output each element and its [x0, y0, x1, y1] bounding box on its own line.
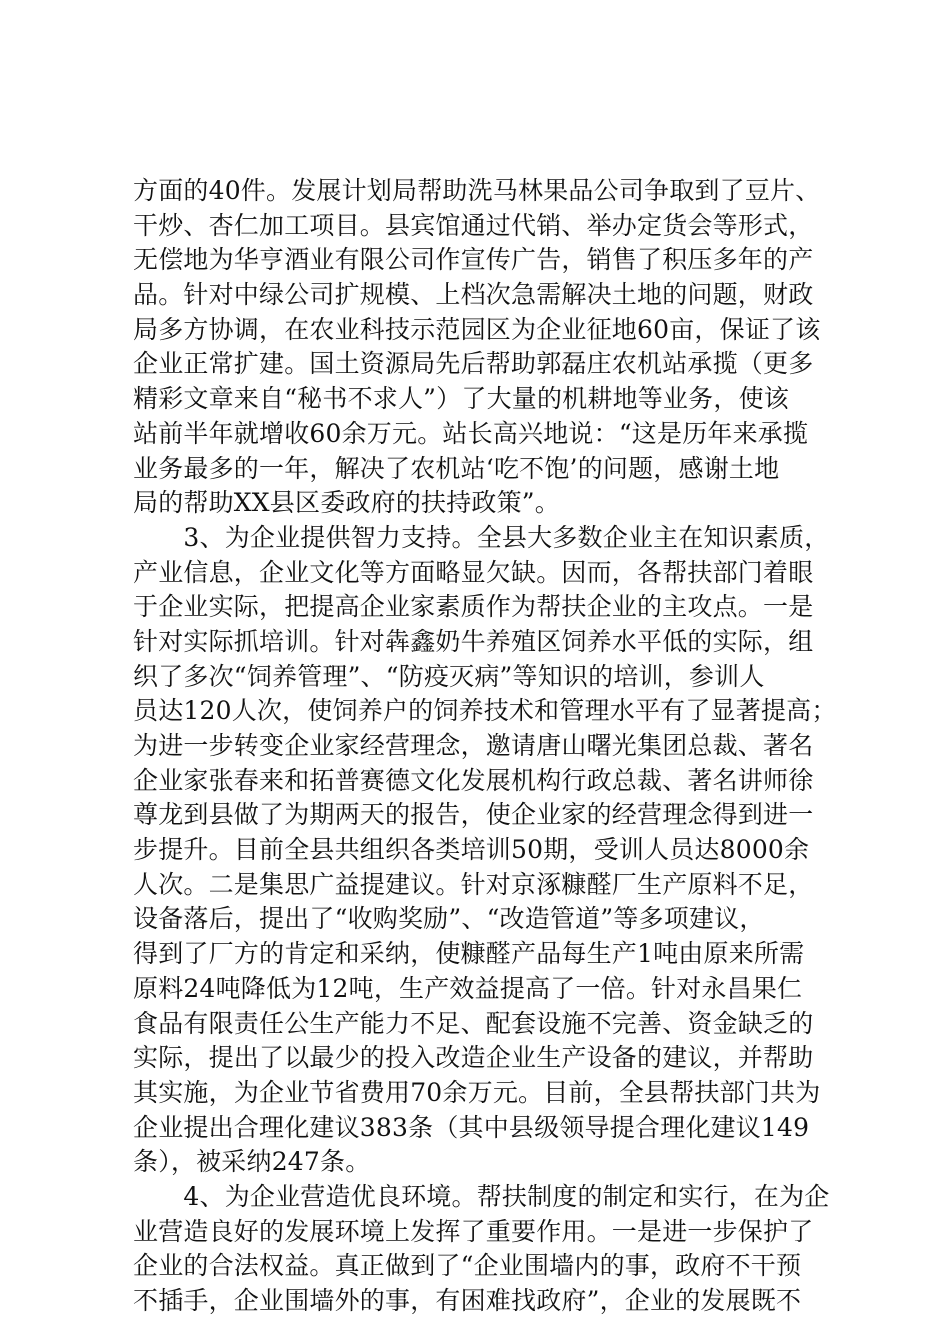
- text-line-23: 得到了厂方的肯定和采纳，使糠醛产品每生产1吨由原来所需: [133, 939, 805, 969]
- text-line-15: 织了多次“饲养管理”、“防疫灭病”等知识的培训，参训人: [133, 661, 765, 691]
- text-line-9: 业务最多的一年，解决了农机站‘吃不饱’的问题，感谢土地: [133, 453, 780, 483]
- text-line-3: 无偿地为华亨酒业有限公司作宣传广告，销售了积压多年的产: [133, 245, 814, 275]
- text-line-26: 实际，提出了以最少的投入改造企业生产设备的建议，并帮助: [133, 1043, 814, 1073]
- text-line-14: 针对实际抓培训。针对犇鑫奶牛养殖区饲养水平低的实际，组: [133, 626, 814, 656]
- text-line-17: 为进一步转变企业家经营理念，邀请唐山曙光集团总裁、著名: [133, 731, 814, 760]
- text-line-22: 设备落后，提出了“收购奖励”、“改造管道”等多项建议，: [133, 904, 765, 934]
- text-line-12: 产业信息，企业文化等方面略显欠缺。因而，各帮扶部门着眼: [133, 557, 814, 587]
- text-line-16: 员达120人次，使饲养户的饲养技术和管理水平有了显著提高；: [133, 696, 837, 726]
- text-line-25: 食品有限责任公生产能力不足、配套设施不完善、资金缺乏的: [133, 1008, 814, 1038]
- text-line-31: 业营造良好的发展环境上发挥了重要作用。一是进一步保护了: [133, 1216, 814, 1246]
- text-line-29: 条），被采纳247条。: [133, 1147, 371, 1177]
- text-line-10: 局的帮助XX县区委政府的扶持政策”。: [133, 488, 560, 518]
- text-line-2: 干炒、杏仁加工项目。县宾馆通过代销、举办定货会等形式，: [133, 210, 814, 240]
- text-line-13: 于企业实际，把提高企业家素质作为帮扶企业的主攻点。一是: [133, 592, 814, 622]
- body-text: [133, 174, 837, 1319]
- text-line-5: 局多方协调，在农业科技示范园区为企业征地60亩，保证了该: [133, 314, 821, 344]
- text-line-32: 企业的合法权益。真正做到了“企业围墙内的事，政府不干预: [133, 1251, 802, 1281]
- text-line-1: 方面的40件。发展计划局帮助洗马林果品公司争取到了豆片、: [133, 176, 821, 205]
- text-line-27: 其实施，为企业节省费用70余万元。目前，全县帮扶部门共为: [133, 1077, 821, 1107]
- text-line-21: 人次。二是集思广益提建议。针对京涿糠醛厂生产原料不足，: [133, 869, 814, 899]
- text-line-19: 尊龙到县做了为期两天的报告，使企业家的经营理念得到进一: [133, 800, 814, 830]
- text-line-30: 4、为企业营造优良环境。帮扶制度的制定和实行，在为企: [133, 1181, 830, 1211]
- text-line-18: 企业家张春来和拓普赛德文化发展机构行政总裁、著名讲师徐: [133, 765, 814, 795]
- text-line-33: 不插手，企业围墙外的事，有困难找政府”，企业的发展既不: [133, 1286, 802, 1315]
- text-line-4: 品。针对中绿公司扩规模、上档次急需解决土地的问题，财政: [133, 280, 814, 310]
- text-line-7: 精彩文章来自“秘书不求人”）了大量的机耕地等业务，使该: [133, 384, 789, 414]
- text-line-8: 站前半年就增收60余万元。站长高兴地说：“这是历年来承揽: [133, 418, 809, 448]
- text-line-20: 步提升。目前全县共组织各类培训50期，受训人员达8000余: [133, 835, 810, 865]
- text-line-11: 3、为企业提供智力支持。全县大多数企业主在知识素质，: [133, 522, 830, 552]
- text-line-28: 企业提出合理化建议383条（其中县级领导提合理化建议149: [133, 1112, 810, 1142]
- text-line-6: 企业正常扩建。国土资源局先后帮助郭磊庄农机站承揽（更多: [133, 349, 814, 379]
- text-line-24: 原料24吨降低为12吨，生产效益提高了一倍。针对永昌果仁: [133, 973, 803, 1003]
